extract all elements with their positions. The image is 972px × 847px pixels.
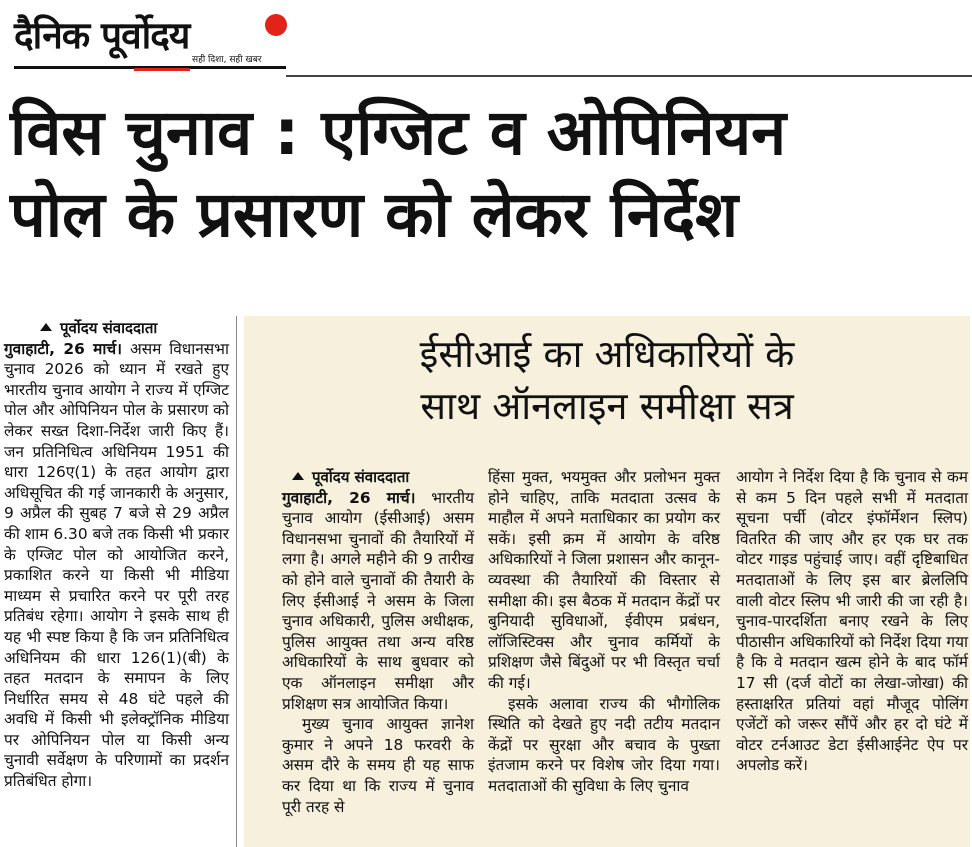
article-2-paragraph-3: हिंसा मुक्त, भयमुक्त और प्रलोभन मुक्त होने चाहिए, ताकि मतदाता उत्सव के माहौल में अपने मताधिकार का प्रयोग कर सकें। इसी क्रम में आयोग के वरिष्ठ अधिकारियों ने जिला प्रशासन और कानून-व्यवस्था की तैयारियों की विस्तार से समीक्षा की। इस बैठक में मतदान केंद्रों पर बुनियादी सुविधाओं, ईवीएम प्रबंधन, लॉजिस्टिक्स और चुनाव कर्मियों के प्रशिक्षण जैसे बिंदुओं पर भी विस्तृत चर्चा की गई। xyxy=(488,468,720,692)
article-2-heading-line-1: ईसीआई का अधिकारियों के xyxy=(419,332,795,376)
article-2-para1: भारतीय चुनाव आयोग (ईसीआई) असम विधानसभा चुनावों की तैयारियों में लगा है। अगले महीने की 9 तारीख को होने वाले चुनावों की तैयारी के लिए ईसीआई ने असम के जिला चुनाव अधिकारी, पुलिस अधीक्षक, पुलिस आयुक्त तथा अन्य वरिष्ठ अधिकारियों के साथ बुधवार को एक ऑनलाइन समीक्षा और प्रशिक्षण सत्र आयोजित किया। xyxy=(282,488,474,713)
article-1-column xyxy=(4,318,229,792)
article-2-column-1 xyxy=(282,467,474,817)
headline-line-2: पोल के प्रसारण को लेकर निर्देश xyxy=(10,178,739,251)
article-2-heading xyxy=(262,328,952,432)
masthead-accent-bar xyxy=(134,68,190,71)
main-headline xyxy=(10,92,965,256)
article-1-body-paragraph xyxy=(4,339,229,792)
article-2-column-3 xyxy=(736,467,968,776)
masthead-logo: दैनिक पूर्वोदय xyxy=(14,14,190,57)
top-divider xyxy=(286,75,972,77)
triangle-bullet-icon xyxy=(292,472,304,480)
article-2-column-2 xyxy=(488,467,720,797)
article-2-byline xyxy=(282,467,474,488)
headline-line-1: विस चुनाव : एग्जिट व ओपिनियन xyxy=(10,96,787,169)
article-1-byline-text: पूर्वोदय संवाददाता xyxy=(60,319,158,337)
article-1-byline xyxy=(4,318,229,339)
article-2-heading-line-2: साथ ऑनलाइन समीक्षा सत्र xyxy=(420,384,794,428)
masthead xyxy=(14,6,286,72)
logo-dot-icon xyxy=(265,14,287,36)
article-1-dateline: गुवाहाटी, 26 मार्च। xyxy=(4,339,122,358)
article-1-body: असम विधानसभा चुनाव 2026 को ध्यान में रखते हुए भारतीय चुनाव आयोग ने राज्य में एग्जिट पोल और ओपिनियन पोल के प्रसारण को लेकर सख्त दिशा-निर्देश जारी किए हैं। जन प्रतिनिधित्व अधिनियम 1951 की धारा 126ए(1) के तहत आयोग द्वारा अधिसूचित की गई जानकारी के अनुसार, 9 अप्रैल की सुबह 7 बजे से 29 अप्रैल की शाम 6.30 बजे तक किसी भी प्रकार के एग्जिट पोल को आयोजित करने, प्रकाशित करने या किसी भी मीडिया माध्यम से प्रचारित करने पर पूरी तरह प्रतिबंध रहेगा। आयोग ने इसके साथ ही यह भी स्पष्ट किया है कि जन प्रतिनिधित्व अधिनियम की धारा 126(1)(बी) के तहत मतदान के समापन के लिए निर्धारित समय से 48 घंटे पहले की अवधि में किसी भी इलेक्ट्रॉनिक मीडिया पर ओपिनियन पोल या किसी अन्य चुनावी सर्वेक्षण के परिणामों का प्रदर्शन प्रतिबंधित होगा। xyxy=(4,339,229,791)
article-2-byline-text: पूर्वोदय संवाददाता xyxy=(312,468,410,486)
article-2-paragraph-2: मुख्य चुनाव आयुक्त ज्ञानेश कुमार ने अपने 18 फरवरी के असम दौरे के समय ही यह साफ कर दिया था कि राज्य में चुनाव पूरी तरह से xyxy=(282,715,474,816)
article-2-paragraph-5: आयोग ने निर्देश दिया है कि चुनाव से कम से कम 5 दिन पहले सभी में मतदाता सूचना पर्ची (वोटर इंफॉर्मेशन स्लिप) वितरित की जाए और हर एक घर तक वोटर गाइड पहुंचाई जाए। वहीं दृष्टिबाधित मतदाताओं के लिए इस बार ब्रेललिपि वाली वोटर स्लिप भी जारी की जा रही है। चुनाव-पारदर्शिता बनाए रखने के लिए पीठासीन अधिकारियों को निर्देश दिया गया है कि वे मतदान खत्म होने के बाद फॉर्म 17 सी (दर्ज वोटों का लेखा-जोखा) की हस्ताक्षरित प्रतियां वहां मौजूद पोलिंग एजेंटों को जरूर सौंपें और हर दो घंटे में वोटर टर्नआउट डेटा ईसीआईनेट ऐप पर अपलोड करें। xyxy=(736,468,968,775)
triangle-bullet-icon xyxy=(40,323,52,331)
article-2-paragraph-4: इसके अलावा राज्य की भौगोलिक स्थिति को देखते हुए नदी तटीय मतदान केंद्रों पर सुरक्षा और बचाव के पुख्ता इंतजाम करने पर विशेष जोर दिया गया। मतदाताओं की सुविधा के लिए चुनाव xyxy=(488,694,720,795)
masthead-tagline: सही दिशा, सही खबर xyxy=(192,55,262,65)
article-2-paragraph-1 xyxy=(282,488,474,715)
column-divider xyxy=(236,316,237,847)
article-2-dateline: गुवाहाटी, 26 मार्च। xyxy=(282,488,416,507)
